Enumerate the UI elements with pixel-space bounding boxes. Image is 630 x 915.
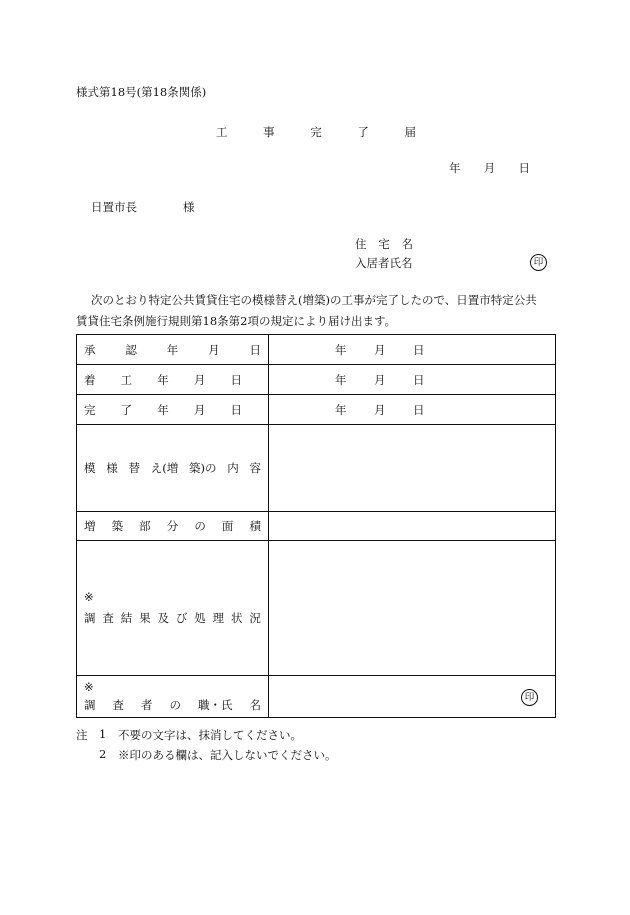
inspection-result-row xyxy=(77,541,556,676)
label-char: 年 xyxy=(166,342,179,357)
inspector-label xyxy=(77,676,269,718)
label-char: 結 xyxy=(120,611,133,625)
label-char: 工 xyxy=(120,372,133,387)
label-char: 部 xyxy=(139,519,151,533)
addressee-name: 日置市長 xyxy=(91,200,137,214)
date-year: 年 xyxy=(335,342,347,357)
label-char: 調 xyxy=(84,611,96,625)
label-char: 面 xyxy=(221,519,234,533)
start-date-field[interactable] xyxy=(269,365,556,395)
completion-form-table xyxy=(76,334,556,718)
label-char: 年 xyxy=(157,372,169,387)
body-text-line-1: 次のとおり特定公共賃貸住宅の模様替え(増築)の工事が完了したので、日置市特定公共 xyxy=(91,293,537,307)
title-char: 了 xyxy=(357,125,369,139)
alteration-content-label xyxy=(77,425,269,512)
reference-mark: ※ xyxy=(84,590,94,604)
label-char: 築 xyxy=(111,519,124,533)
alteration-content-row xyxy=(77,425,556,512)
body-text-line-2: 賃貸住宅条例施行規則第18条第2項の規定により届け出ます。 xyxy=(76,314,397,328)
seal-mark: 印 xyxy=(521,689,538,706)
date-month: 月 xyxy=(374,342,386,357)
approval-date-label xyxy=(77,335,269,365)
title-char: 届 xyxy=(404,125,416,139)
label-char: 名 xyxy=(249,698,261,712)
addressee-honorific: 様 xyxy=(183,200,195,214)
date-month: 月 xyxy=(374,402,386,417)
note-1-text: 不要の文字は、抹消してください。 xyxy=(118,728,302,742)
label-char: え(増 xyxy=(150,461,179,475)
inspector-row xyxy=(77,676,556,718)
reference-mark: ※ xyxy=(84,680,94,694)
label-char: の xyxy=(169,698,181,712)
label-char: 承 xyxy=(84,342,96,357)
date-day: 日 xyxy=(413,402,425,417)
approval-date-row xyxy=(77,335,556,365)
label-char: 築)の xyxy=(189,461,217,475)
note-2-text: ※印のある欄は、記入しないでください。 xyxy=(118,748,337,762)
label-char: 査 xyxy=(112,698,124,712)
title-char: 完 xyxy=(310,125,322,139)
start-date-label xyxy=(77,365,269,395)
start-date-row xyxy=(77,365,556,395)
label-char: 分 xyxy=(166,519,179,533)
date-month: 月 xyxy=(374,372,386,387)
resident-name-label: 入居者氏名 xyxy=(355,256,413,270)
label-char: 住 xyxy=(355,237,367,251)
date-day: 日 xyxy=(413,372,425,387)
seal-mark: 印 xyxy=(530,254,547,271)
label-char: 替 xyxy=(128,461,140,475)
label-char: び xyxy=(175,611,188,625)
label-char: 了 xyxy=(120,402,133,417)
date-month: 月 xyxy=(483,161,496,175)
label-char: 処 xyxy=(194,611,206,625)
label-char: 状 xyxy=(231,611,243,625)
label-char: 内 xyxy=(227,461,239,475)
label-char: 宅 xyxy=(378,237,390,251)
extension-area-row xyxy=(77,512,556,541)
title-char: 事 xyxy=(263,125,275,139)
label-char: 調 xyxy=(84,698,96,712)
date-day: 日 xyxy=(518,161,530,175)
note-2-number: 2 xyxy=(99,747,107,761)
label-char: 者 xyxy=(141,698,153,712)
label-char: 職・氏 xyxy=(198,698,233,712)
extension-area-field[interactable] xyxy=(269,512,556,541)
label-char: 況 xyxy=(249,611,261,625)
form-title xyxy=(216,124,416,140)
label-char: 模 xyxy=(84,461,96,475)
label-char: 容 xyxy=(249,461,261,475)
label-char: 積 xyxy=(249,519,261,533)
completion-date-label xyxy=(77,395,269,425)
date-year: 年 xyxy=(449,161,461,175)
address-label xyxy=(355,236,413,252)
form-number: 様式第18号(第18条関係) xyxy=(76,85,207,99)
label-char: 理 xyxy=(212,611,225,625)
alteration-content-field[interactable] xyxy=(269,425,556,512)
completion-date-row xyxy=(77,395,556,425)
inspection-result-field[interactable] xyxy=(269,541,556,676)
notes-prefix: 注 xyxy=(76,728,88,742)
label-char: 増 xyxy=(84,519,96,533)
note-1-number: 1 xyxy=(99,727,107,741)
label-char: 及 xyxy=(157,611,169,625)
label-char: 様 xyxy=(106,461,118,475)
label-char: 年 xyxy=(157,402,169,417)
label-char: 日 xyxy=(230,402,242,417)
label-char: 名 xyxy=(401,237,413,251)
label-char: の xyxy=(194,519,206,533)
approval-date-field[interactable] xyxy=(269,335,556,365)
label-char: 月 xyxy=(193,372,206,387)
label-char: 果 xyxy=(139,611,151,625)
label-char: 日 xyxy=(249,342,261,357)
date-year: 年 xyxy=(335,402,347,417)
label-char: 査 xyxy=(102,611,114,625)
inspector-field[interactable] xyxy=(269,676,556,718)
date-year: 年 xyxy=(335,372,347,387)
label-char: 月 xyxy=(193,402,206,417)
label-char: 完 xyxy=(84,402,96,417)
completion-date-field[interactable] xyxy=(269,395,556,425)
title-char: 工 xyxy=(216,125,228,139)
label-char: 認 xyxy=(125,342,137,357)
extension-area-label xyxy=(77,512,269,541)
label-char: 着 xyxy=(84,372,96,387)
submission-date xyxy=(449,160,530,176)
label-char: 日 xyxy=(230,372,242,387)
label-char: 月 xyxy=(208,342,220,357)
inspection-result-label xyxy=(77,541,269,676)
date-day: 日 xyxy=(413,342,425,357)
